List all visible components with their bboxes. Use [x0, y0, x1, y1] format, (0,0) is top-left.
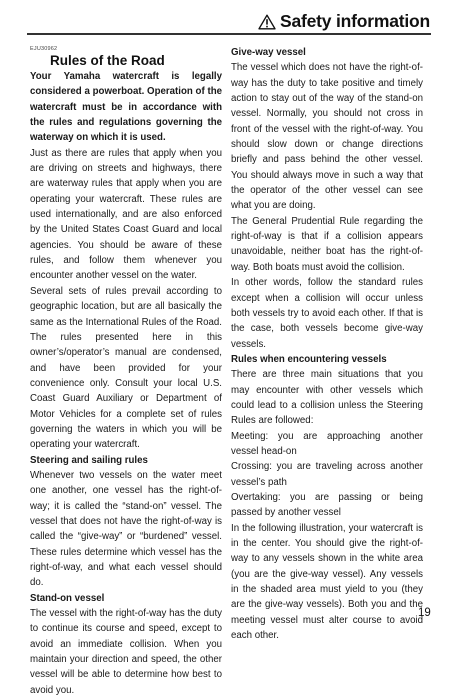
body-paragraph: There are three main situations that you may encounter with other vessels which could lead to a collision unless the Steering Rules are followed:	[231, 369, 423, 427]
body-paragraph: The vessel which does not have the right-of-way has the duty to take positive and timely action to stay out of the way of the stand-on vessel. Normally, you should not cross in front of the vessel with the right-of-way. You should slow down or change directions briefly and pass behind the other vessel. You should always move in such a way that the operator of the other vessel can see what you are doing.	[231, 62, 423, 212]
body-paragraph: Just as there are rules that apply when you are driving on streets and highways, there are waterway rules that apply when you are operating your watercraft. These rules are used internationally, and are also enforced by the United States Coast Guard and local agencies. You should be aware of these rules, and follow them whenever you encounter another vessel on the water.	[30, 147, 222, 282]
body-paragraph: In the following illustration, your watercraft is in the center. You should give the right-of-way to any vessels shown in the white area (you are the give-way vessel). Any vessels in the shaded area must yield to you (they are the give-way vessels). Both you and the meeting vessel must alter course to avoid each other.	[231, 522, 423, 642]
intro-paragraph: Your Yamaha watercraft is legally considered a powerboat. Operation of the watercraft must be in accordance with the rules and regulations governing the waterway on which it is used.	[30, 71, 222, 144]
body-paragraph: Several sets of rules prevail according to geographic location, but are all basically the same as the International Rules of the Road. The rules presented here in this owner’s/operator’s manual are condensed, and have been provided for your convenience only. Consult your local U.S. Coast Guard Auxiliary or Department of Motor Vehicles for a complete set of rules governing the waters in which you will be operating your watercraft.	[30, 285, 222, 451]
document-code: EJU30962	[30, 46, 58, 52]
warning-triangle-icon	[258, 14, 276, 30]
situation-meeting: Meeting: you are approaching another vessel head-on	[231, 430, 423, 457]
body-paragraph: The vessel with the right-of-way has the duty to continue its course and speed, except to avoid an immediate collision. When you maintain your direction and speed, the other vessel will be able to determine how best to avoid you.	[30, 608, 222, 696]
situation-crossing: Crossing: you are traveling across another vessel’s path	[231, 461, 423, 488]
body-paragraph: In other words, follow the standard rules except when a collision will occur unless both vessels try to avoid each other. If that is the case, both vessels become give-way vessels.	[231, 277, 423, 350]
subheading-stand-on-vessel: Stand-on vessel	[30, 592, 105, 604]
body-paragraph: The General Prudential Rule regarding the right-of-way is that if a collision appears unavoidable, neither boat has the right-of-way. Both boats must avoid the collision.	[231, 215, 423, 273]
body-paragraph: Whenever two vessels on the water meet one another, one vessel has the right-of-way; it is called the “stand-on” vessel. The vessel that does not have the right-of-way is called the “give-way” or “burdened” vessel. These rules determine which vessel has the right-of-way, and what each vessel should do.	[30, 469, 222, 589]
right-column	[231, 45, 423, 643]
subheading-steering-rules: Steering and sailing rules	[30, 454, 148, 466]
left-column	[30, 45, 222, 698]
subheading-encountering-vessels: Rules when encountering vessels	[231, 353, 387, 365]
header-divider	[27, 33, 431, 35]
section-header-title: Safety information	[279, 11, 430, 31]
page-header	[258, 11, 430, 32]
section-title: Rules of the Road	[50, 53, 165, 68]
subheading-give-way-vessel: Give-way vessel	[231, 47, 306, 58]
situation-overtaking: Overtaking: you are passing or being passed by another vessel	[231, 491, 423, 519]
page-number: 19	[418, 607, 431, 619]
